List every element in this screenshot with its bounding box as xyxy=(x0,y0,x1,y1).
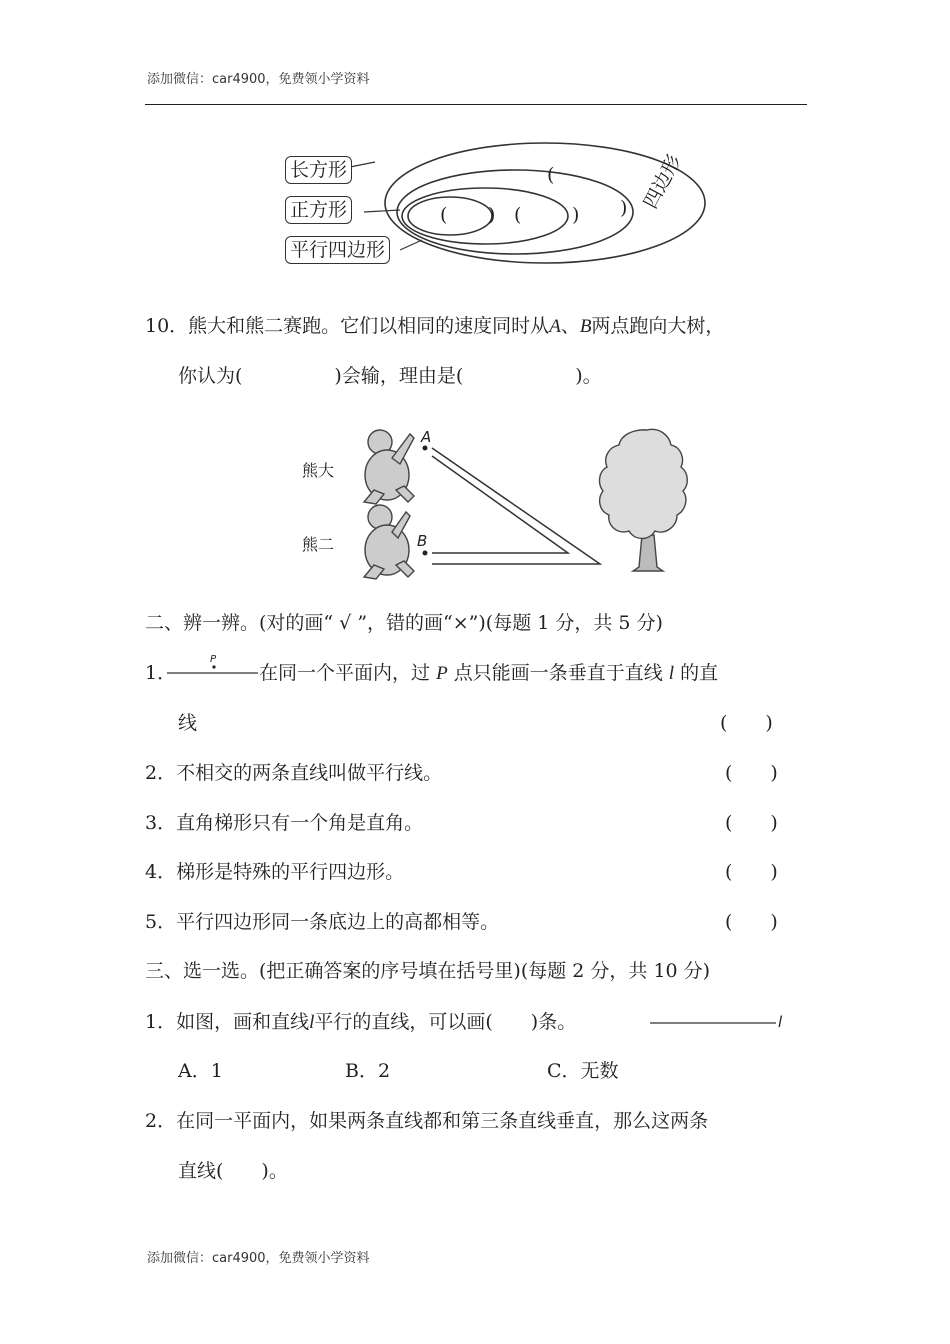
s2-q3-answer[interactable]: ( ) xyxy=(725,812,778,834)
label-parallelogram: 平行四边形 xyxy=(285,236,390,264)
s3-q1-opt-c[interactable]: C．无数 xyxy=(547,1060,619,1082)
figure-point-b: B xyxy=(417,532,428,550)
q10-line2-c: )。 xyxy=(575,365,602,387)
section2-title: 二、辨一辨。(对的画“ √ ”，错的画“×”)(每题 1 分，共 5 分) xyxy=(145,612,663,634)
header-note: 添加微信：car4900，免费领小学资料 xyxy=(147,72,370,87)
bear2-icon xyxy=(364,505,414,579)
path-a xyxy=(432,448,600,564)
s3-q2-line2: 直线( )。 xyxy=(178,1160,288,1182)
dot-b xyxy=(423,551,428,556)
s2-q3: 3．直角梯形只有一个角是直角。 xyxy=(145,812,424,834)
s2-q1-l: l xyxy=(668,663,675,684)
q10-line2 xyxy=(178,364,602,388)
s2-q1-p: P xyxy=(436,663,448,684)
q10-line2-b: )会输，理由是( xyxy=(334,365,464,387)
q10-sep: 、 xyxy=(560,315,580,337)
s2-q4: 4．梯形是特殊的平行四边形。 xyxy=(145,861,405,883)
inner-ellipse xyxy=(402,188,568,244)
blank-paren-open-1: ( xyxy=(440,204,448,226)
s3-q1-fig-l: l xyxy=(778,1013,783,1031)
q10-point-a: A xyxy=(549,316,561,337)
paths-drawing xyxy=(420,440,620,580)
q10-line1 xyxy=(145,314,724,339)
bear1-label: 熊大 xyxy=(302,461,335,480)
s2-q1-line2: 线 xyxy=(178,712,198,734)
s2-q1-num: 1． xyxy=(145,662,177,684)
blank-paren-close-1: ) xyxy=(488,204,496,226)
blank-paren-close-3: ) xyxy=(620,197,628,219)
tree-icon xyxy=(597,425,697,575)
s2-q1-fig-p: P xyxy=(210,654,217,665)
label-square: 正方形 xyxy=(285,196,352,224)
blank-paren-open-2: ( xyxy=(514,204,522,226)
s3-q1-opt-a[interactable]: A．1 xyxy=(178,1060,223,1082)
s2-q1-text xyxy=(259,661,718,686)
s3-q1 xyxy=(145,1010,576,1035)
section3-title: 三、选一选。(把正确答案的序号填在括号里)(每题 2 分，共 10 分) xyxy=(145,960,711,982)
s2-q4-answer[interactable]: ( ) xyxy=(725,861,778,883)
s2-q1-text-a: 在同一个平面内，过 xyxy=(259,662,431,684)
s2-q5-answer[interactable]: ( ) xyxy=(725,911,778,933)
blank-paren-close-2: ) xyxy=(572,204,580,226)
quadrilateral-label: 四边形 xyxy=(639,151,686,213)
figure-point-a: A xyxy=(421,428,432,446)
blank-paren-open-3: ( xyxy=(547,164,555,186)
dot-a xyxy=(423,446,428,451)
s3-q1-l: l xyxy=(309,1012,315,1033)
s3-q1-opt-b[interactable]: B．2 xyxy=(345,1060,391,1082)
bear2-label: 熊二 xyxy=(302,535,335,554)
s2-q2: 2．不相交的两条直线叫做平行线。 xyxy=(145,762,443,784)
label-rectangle: 长方形 xyxy=(285,156,352,184)
s2-q2-answer[interactable]: ( ) xyxy=(725,762,778,784)
path-b xyxy=(432,456,568,553)
s2-q1-answer[interactable]: ( ) xyxy=(720,712,773,734)
s3-q1-b: 平行的直线，可以画( )条。 xyxy=(314,1011,577,1033)
q10-text-a: 10．熊大和熊二赛跑。它们以相同的速度同时从 xyxy=(145,315,550,337)
point-p-dot xyxy=(212,665,215,668)
s3-q1-line-figure xyxy=(650,1018,780,1028)
s2-q1-text-c: 的直 xyxy=(680,662,719,684)
footer-note: 添加微信：car4900，免费领小学资料 xyxy=(147,1251,370,1266)
core-ellipse xyxy=(408,197,492,235)
header-rule xyxy=(145,104,807,105)
q10-text-b: 两点跑向大树， xyxy=(591,315,725,337)
s2-q5: 5．平行四边形同一条底边上的高都相等。 xyxy=(145,911,500,933)
pointer-line-2 xyxy=(364,210,400,212)
s3-q1-a: 1．如图，画和直线 xyxy=(145,1011,310,1033)
pointer-line-3 xyxy=(400,240,422,250)
q10-point-b: B xyxy=(579,316,592,337)
s3-q2-line1: 2．在同一平面内，如果两条直线都和第三条直线垂直，那么这两条 xyxy=(145,1110,709,1132)
q10-line2-a: 你认为( xyxy=(178,365,243,387)
bear1-icon xyxy=(364,430,414,504)
s2-q1-text-b: 点只能画一条垂直于直线 xyxy=(453,662,663,684)
